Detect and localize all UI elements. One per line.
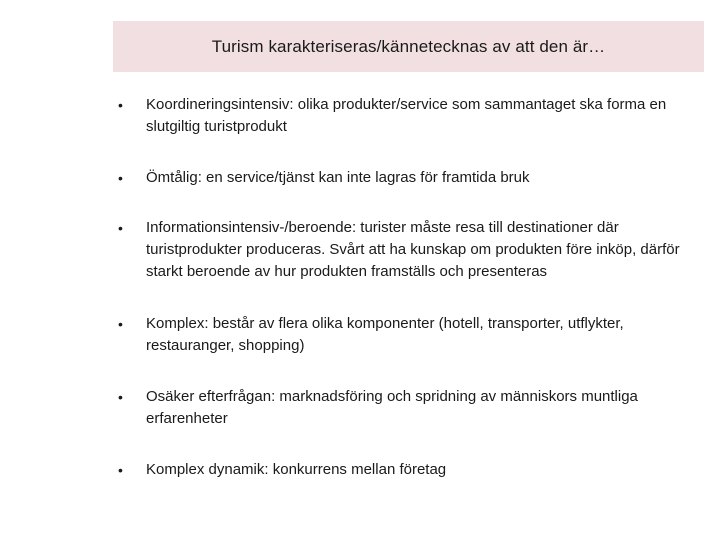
bullet-term: Komplex dynamik	[146, 461, 265, 478]
bullet-marker: •	[118, 462, 123, 478]
bullet-term: Komplex	[146, 315, 205, 332]
bullet-term: Informationsintensiv-/beroende	[146, 219, 352, 236]
bullet-text	[146, 217, 708, 283]
bullet-text	[146, 94, 708, 138]
bullet-description: : turister måste resa till destinationer där turistprodukter produceras. Svårt att ha kunskap om produkten före inköp, därför starkt beroende av hur produkten framställs och presenteras	[146, 219, 680, 280]
bullet-description: : består av flera olika komponenter (hotell, transporter, utflykter, restauranger, shopping)	[146, 315, 624, 354]
bullet-item-omtalig	[118, 167, 708, 189]
bullet-item-komplex	[118, 313, 708, 357]
bullet-description: : marknadsföring och spridning av människors muntliga erfarenheter	[146, 388, 638, 427]
bullet-marker: •	[118, 316, 123, 332]
bullet-marker: •	[118, 170, 123, 186]
bullet-text	[146, 386, 708, 430]
bullet-description: : olika produkter/service som sammantaget ska forma en slutgiltig turistprodukt	[146, 96, 667, 135]
bullet-marker: •	[118, 389, 123, 405]
bullet-item-osaker-efterfragan	[118, 386, 708, 430]
bullet-term: Koordineringsintensiv	[146, 96, 290, 113]
bullet-description: : konkurrens mellan företag	[264, 461, 447, 478]
bullet-item-informationsintensiv	[118, 217, 708, 283]
bullet-term: Ömtålig	[146, 169, 198, 186]
bullet-term: Osäker efterfrågan	[146, 388, 272, 405]
bullet-marker: •	[118, 97, 123, 113]
bullet-text	[146, 167, 708, 189]
bullet-item-komplex-dynamik	[118, 459, 708, 481]
bullet-marker: •	[118, 220, 123, 236]
title-banner	[113, 21, 704, 72]
bullet-description: : en service/tjänst kan inte lagras för framtida bruk	[197, 169, 530, 186]
bullet-text	[146, 313, 708, 357]
slide-title: Turism karakteriseras/kännetecknas av att den är…	[211, 36, 606, 56]
bullet-text	[146, 459, 708, 481]
bullet-item-koordineringsintensiv	[118, 94, 708, 138]
